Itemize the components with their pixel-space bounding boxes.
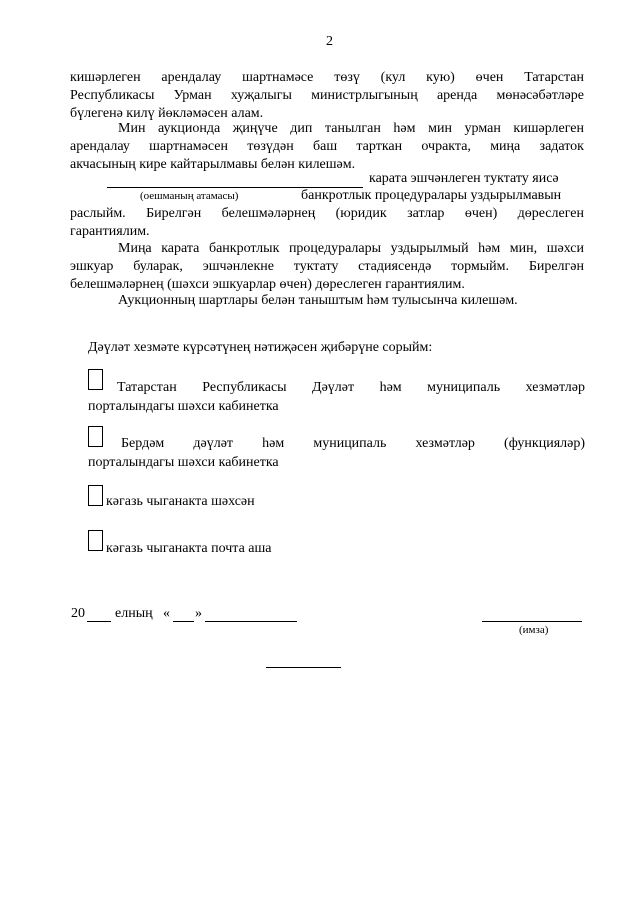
organization-name-caption: (оешманың атамасы) [140,190,239,202]
option-paper-by-mail-label: кәгазь чыганакта почта аша [106,541,272,556]
option-paper-in-person-label: кәгазь чыганакта шәхсән [106,494,255,509]
option-checkbox-paper-by-mail[interactable] [88,530,103,551]
date-year-suffix: елның [115,606,153,621]
date-year-blank[interactable] [87,621,111,622]
para4-line3: белешмәләрнең (шәхси эшкуарлар өчен) дөреслеген гарантиялим. [70,277,465,292]
option-checkbox-regional-portal[interactable] [88,369,103,390]
option-federal-portal-line1: Бердәм дәүләт һәм муниципаль хезмәтләр (функцияләр) [121,436,585,451]
para1-line2: Республикасы Урман хуҗалыгы министрлыгының аренда мөнәсәбәтләре [70,88,584,103]
option-checkbox-paper-in-person[interactable] [88,485,103,506]
para3-line4: гарантиялим. [70,224,150,239]
date-quote-open: « [163,606,170,621]
date-quote-close: » [195,606,202,621]
para3-line1-suffix: карата эшчәнлеген туктату яисә [369,171,559,186]
request-heading: Дәүләт хезмәте күрсәтүнең нәтиҗәсен җибәрүне сорыйм: [88,340,433,355]
para1-line1: кишәрлеген арендалау шартнамәсе төзү (кул кую) өчен Татарстан [70,70,584,85]
para3-line3: раслыйм. Бирелгән белешмәләрнең (юридик затлар өчен) дөреслеген [70,206,584,221]
para5: Аукционның шартлары белән таныштым һәм тулысынча килешәм. [118,293,518,308]
date-day-blank[interactable] [173,621,194,622]
option-regional-portal-line2: порталындагы шәхси кабинетка [88,399,279,414]
para4-line2: эшкуар буларак, эшчәнлекне туктату стадиясендә тормыйм. Бирелгән [70,259,584,274]
para2-line3: акчасының кире кайтарылмавы белән килешәм. [70,157,356,172]
closing-separator [266,667,341,668]
option-regional-portal-line1: Татарстан Республикасы Дәүләт һәм муниципаль хезмәтләр [117,380,585,395]
option-federal-portal-line2: порталындагы шәхси кабинетка [88,455,279,470]
para2-line1: Мин аукционда җиңүче дип танылган һәм мин урман кишәрлеген [118,121,584,136]
para4-line1: Миңа карата банкротлык процедуралары уздырылмый һәм мин, шәхси [118,241,584,256]
option-checkbox-federal-portal[interactable] [88,426,103,447]
date-year-prefix: 20 [71,606,85,621]
para2-line2: арендалау шартнамәсен төзүдән баш тарткан очракта, миңа задаток [70,139,584,154]
signature-blank[interactable] [482,621,582,622]
signature-label: (имза) [519,624,549,636]
page-number: 2 [326,34,333,49]
para3-line2-suffix: банкротлык процедуралары уздырылмавын [301,188,562,203]
para1-line3: бүлегенә килү йөкләмәсен алам. [70,106,264,121]
date-month-blank[interactable] [205,621,297,622]
